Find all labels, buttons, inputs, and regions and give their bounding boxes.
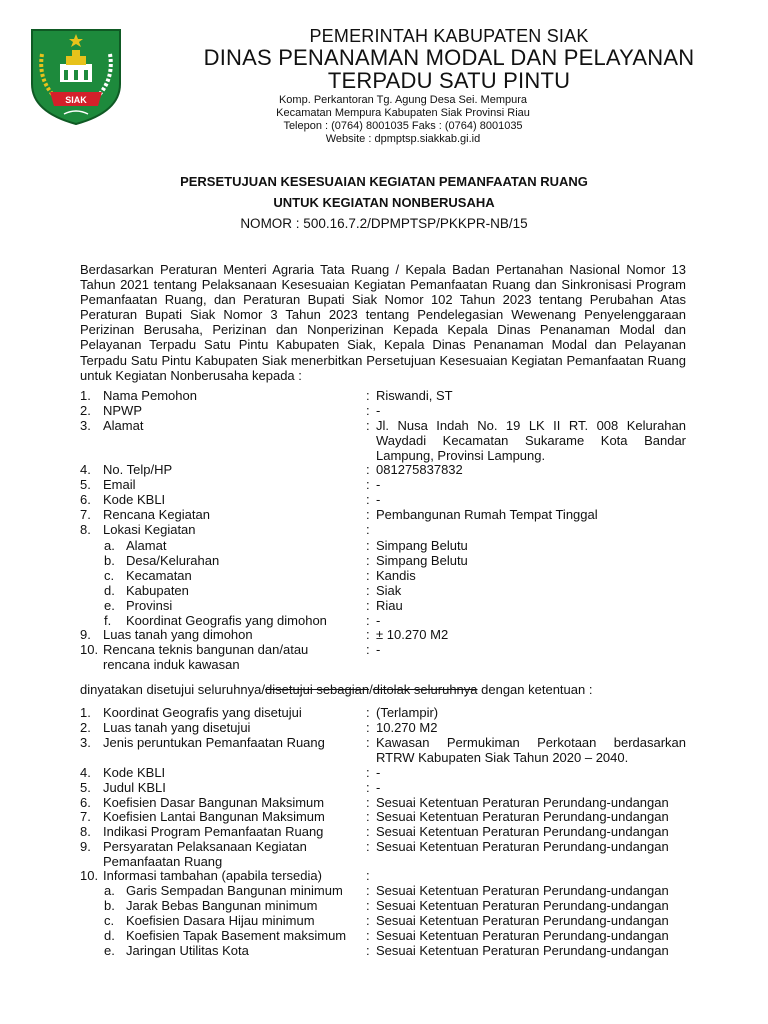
item-number: 9. [80,627,91,642]
sub-label: Jaringan Utilitas Kota [126,943,249,958]
item-label: Alamat [103,418,144,433]
sub-label: Koefisien Tapak Basement maksimum [126,928,347,943]
item-colon: : [366,735,370,750]
item-label: Rencana Kegiatan [103,507,210,522]
item-colon: : [366,809,370,824]
item-colon: : [366,418,370,433]
sub-letter: b. [104,553,115,568]
item-colon: : [366,613,370,628]
item-number: 10. [80,868,99,883]
sub-label: Koordinat Geografis yang dimohon [126,613,327,628]
sub-value: Sesuai Ketentuan Peraturan Perundang-undangan [376,928,669,943]
item-colon: : [366,477,370,492]
item-number: 6. [80,795,91,810]
item-colon: : [366,627,370,642]
letterhead-phone: Telepon : (0764) 8001035 Faks : (0764) 8001035 [283,120,523,132]
letterhead-agency-line1: DINAS PENANAMAN MODAL DAN PELAYANAN [203,45,695,70]
item-number: 2. [80,720,91,735]
item-number: 5. [80,477,91,492]
item-colon: : [366,705,370,720]
item-number: 9. [80,839,91,854]
item-colon: : [366,568,370,583]
item-value: ± 10.270 M2 [376,627,449,642]
item-value: 081275837832 [376,462,463,477]
item-label: Luas tanah yang disetujui [103,720,251,735]
item-value: (Terlampir) [376,705,439,720]
item-label: Nama Pemohon [103,388,197,403]
item-label: No. Telp/HP [103,462,173,477]
item-label: Koefisien Lantai Bangunan Maksimum [103,809,325,824]
item-colon: : [366,492,370,507]
sub-label: Garis Sempadan Bangunan minimum [126,883,343,898]
sub-value: Sesuai Ketentuan Peraturan Perundang-undangan [376,898,669,913]
sub-value: Sesuai Ketentuan Peraturan Perundang-undangan [376,913,669,928]
item-colon: : [366,462,370,477]
item-label: Kode KBLI [103,492,166,507]
letterhead-website: Website : dpmptsp.siakkab.gi.id [325,133,481,145]
item-value: - [376,780,381,795]
sub-value: Siak [376,583,402,598]
item-number: 8. [80,824,91,839]
sub-letter: c. [104,568,115,583]
item-colon: : [366,388,370,403]
item-colon: : [366,598,370,613]
item-value: Sesuai Ketentuan Peraturan Perundang-undangan [376,795,669,810]
sub-letter: e. [104,598,115,613]
item-colon: : [366,720,370,735]
approval-suffix: dengan ketentuan : [477,682,593,697]
item-number: 2. [80,403,91,418]
item-colon: : [366,642,370,657]
item-label: NPWP [103,403,142,418]
item-label: Jenis peruntukan Pemanfaatan Ruang [103,735,325,750]
sub-letter: c. [104,913,115,928]
item-value: Jl. Nusa Indah No. 19 LK II RT. 008 Kelurahan Waydadi Kecamatan Sukarame Kota Bandar Lampung, Provinsi Lampung. [376,418,686,463]
sub-label: Kabupaten [126,583,189,598]
item-number: 7. [80,809,91,824]
sub-label: Provinsi [126,598,173,613]
item-colon: : [366,868,370,883]
item-number: 3. [80,735,91,750]
item-number: 1. [80,388,91,403]
item-colon: : [366,795,370,810]
item-colon: : [366,943,370,958]
approval-struck-rejected: ditolak seluruhnya [372,682,478,697]
item-value: - [376,765,381,780]
item-colon: : [366,928,370,943]
sub-value: Sesuai Ketentuan Peraturan Perundang-undangan [376,883,669,898]
item-value: - [376,477,381,492]
item-colon: : [366,883,370,898]
sub-letter: b. [104,898,115,913]
item-colon: : [366,898,370,913]
sub-label: Jarak Bebas Bangunan minimum [126,898,318,913]
sub-letter: d. [104,583,115,598]
item-label: Koefisien Dasar Bangunan Maksimum [103,795,325,810]
sub-letter: e. [104,943,115,958]
sub-value: Riau [376,598,403,613]
logo-text: SIAK [65,95,87,105]
letterhead-address: Komp. Perkantoran Tg. Agung Desa Sei. Mempura [278,94,528,106]
item-number: 7. [80,507,91,522]
item-label: Indikasi Program Pemanfaatan Ruang [103,824,324,839]
item-value: Sesuai Ketentuan Peraturan Perundang-undangan [376,839,669,854]
item-colon: : [366,765,370,780]
sub-letter: a. [104,883,115,898]
item-value: Sesuai Ketentuan Peraturan Perundang-undangan [376,824,669,839]
item-number: 10. [80,642,99,657]
document-subtitle: UNTUK KEGIATAN NONBERUSAHA [273,195,495,210]
item-number: 3. [80,418,91,433]
item-value: Pembangunan Rumah Tempat Tinggal [376,507,598,522]
approval-separator: / [369,682,373,697]
approval-prefix: dinyatakan disetujui seluruhnya/ [80,682,266,697]
item-colon: : [366,780,370,795]
sub-value: Sesuai Ketentuan Peraturan Perundang-undangan [376,943,669,958]
sub-label: Alamat [126,538,167,553]
approval-struck-partial: disetujui sebagian [265,682,370,697]
letterhead-agency-line2: TERPADU SATU PINTU [327,68,571,93]
item-colon: : [366,839,370,854]
document-number: NOMOR : 500.16.7.2/DPMPTSP/PKKPR-NB/15 [240,216,528,231]
sub-value: Simpang Belutu [376,538,468,553]
item-value: - [376,403,381,418]
item-value: - [376,642,381,657]
item-value: - [376,492,381,507]
item-number: 8. [80,522,91,537]
item-number: 4. [80,462,91,477]
sub-label: Koefisien Dasara Hijau minimum [126,913,315,928]
item-value: Riswandi, ST [376,388,453,403]
item-number: 6. [80,492,91,507]
item-number: 5. [80,780,91,795]
sub-label: Desa/Kelurahan [126,553,220,568]
sub-letter: d. [104,928,115,943]
intro-paragraph: Berdasarkan Peraturan Menteri Agraria Tata Ruang / Kepala Badan Pertanahan Nasional Nomor 13 Tahun 2021 tentang Pelaksanaan Kesesuaian Kegiatan Pemanfaatan Ruang dan Sinkronisasi Program Pemanfaatan Ruang, dan Peraturan Bupati Siak Nomor 102 Tahun 2023 tentang Perubahan Atas Peraturan Bupati Siak Nomor 3 Tahun 2023 tentang Pendelegasian Wewenang Penyelenggaraan Perizinan Berusaha, Perizinan dan Nonperizinan Kepada Kepala Dinas Penanaman Modal dan Pelayanan Terpadu Satu Pintu Kabupaten Siak, Kepala Dinas Penanaman Modal dan Pelayanan Terpadu Satu Pintu Kabupaten Siak menerbitkan Persetujuan Kesesuaian Kegiatan Pemanfaatan Ruang untuk Kegiatan Nonberusaha kepada : [80,262,686,383]
sub-value: Kandis [376,568,416,583]
sub-value: - [376,613,381,628]
approval-statement [80,682,592,697]
sub-letter: a. [104,538,115,553]
item-colon: : [366,522,370,537]
item-colon: : [366,403,370,418]
item-label: Lokasi Kegiatan [103,522,196,537]
item-colon: : [366,913,370,928]
item-number: 1. [80,705,91,720]
item-value: Sesuai Ketentuan Peraturan Perundang-undangan [376,809,669,824]
item-colon: : [366,507,370,522]
sub-value: Simpang Belutu [376,553,468,568]
item-label: Informasi tambahan (apabila tersedia) [103,868,322,883]
item-label: Email [103,477,136,492]
document-title: PERSETUJUAN KESESUAIAN KEGIATAN PEMANFAATAN RUANG [180,174,588,189]
item-colon: : [366,538,370,553]
item-label: Koordinat Geografis yang disetujui [103,705,302,720]
item-number: 4. [80,765,91,780]
item-colon: : [366,583,370,598]
item-label: Rencana teknis bangunan dan/atau rencana induk kawasan [103,642,309,672]
item-value: 10.270 M2 [376,720,438,735]
sub-letter: f. [104,613,112,628]
item-label: Judul KBLI [103,780,166,795]
item-label: Persyaratan Pelaksanaan Kegiatan Pemanfaatan Ruang [103,839,307,869]
sub-label: Kecamatan [126,568,192,583]
item-label: Kode KBLI [103,765,166,780]
letterhead-government: PEMERINTAH KABUPATEN SIAK [309,26,589,46]
item-colon: : [366,824,370,839]
item-colon: : [366,553,370,568]
item-value: Kawasan Permukiman Perkotaan berdasarkan RTRW Kabupaten Siak Tahun 2020 – 2040. [376,735,686,765]
item-label: Luas tanah yang dimohon [103,627,253,642]
letterhead-district: Kecamatan Mempura Kabupaten Siak Provinsi Riau [276,107,530,119]
